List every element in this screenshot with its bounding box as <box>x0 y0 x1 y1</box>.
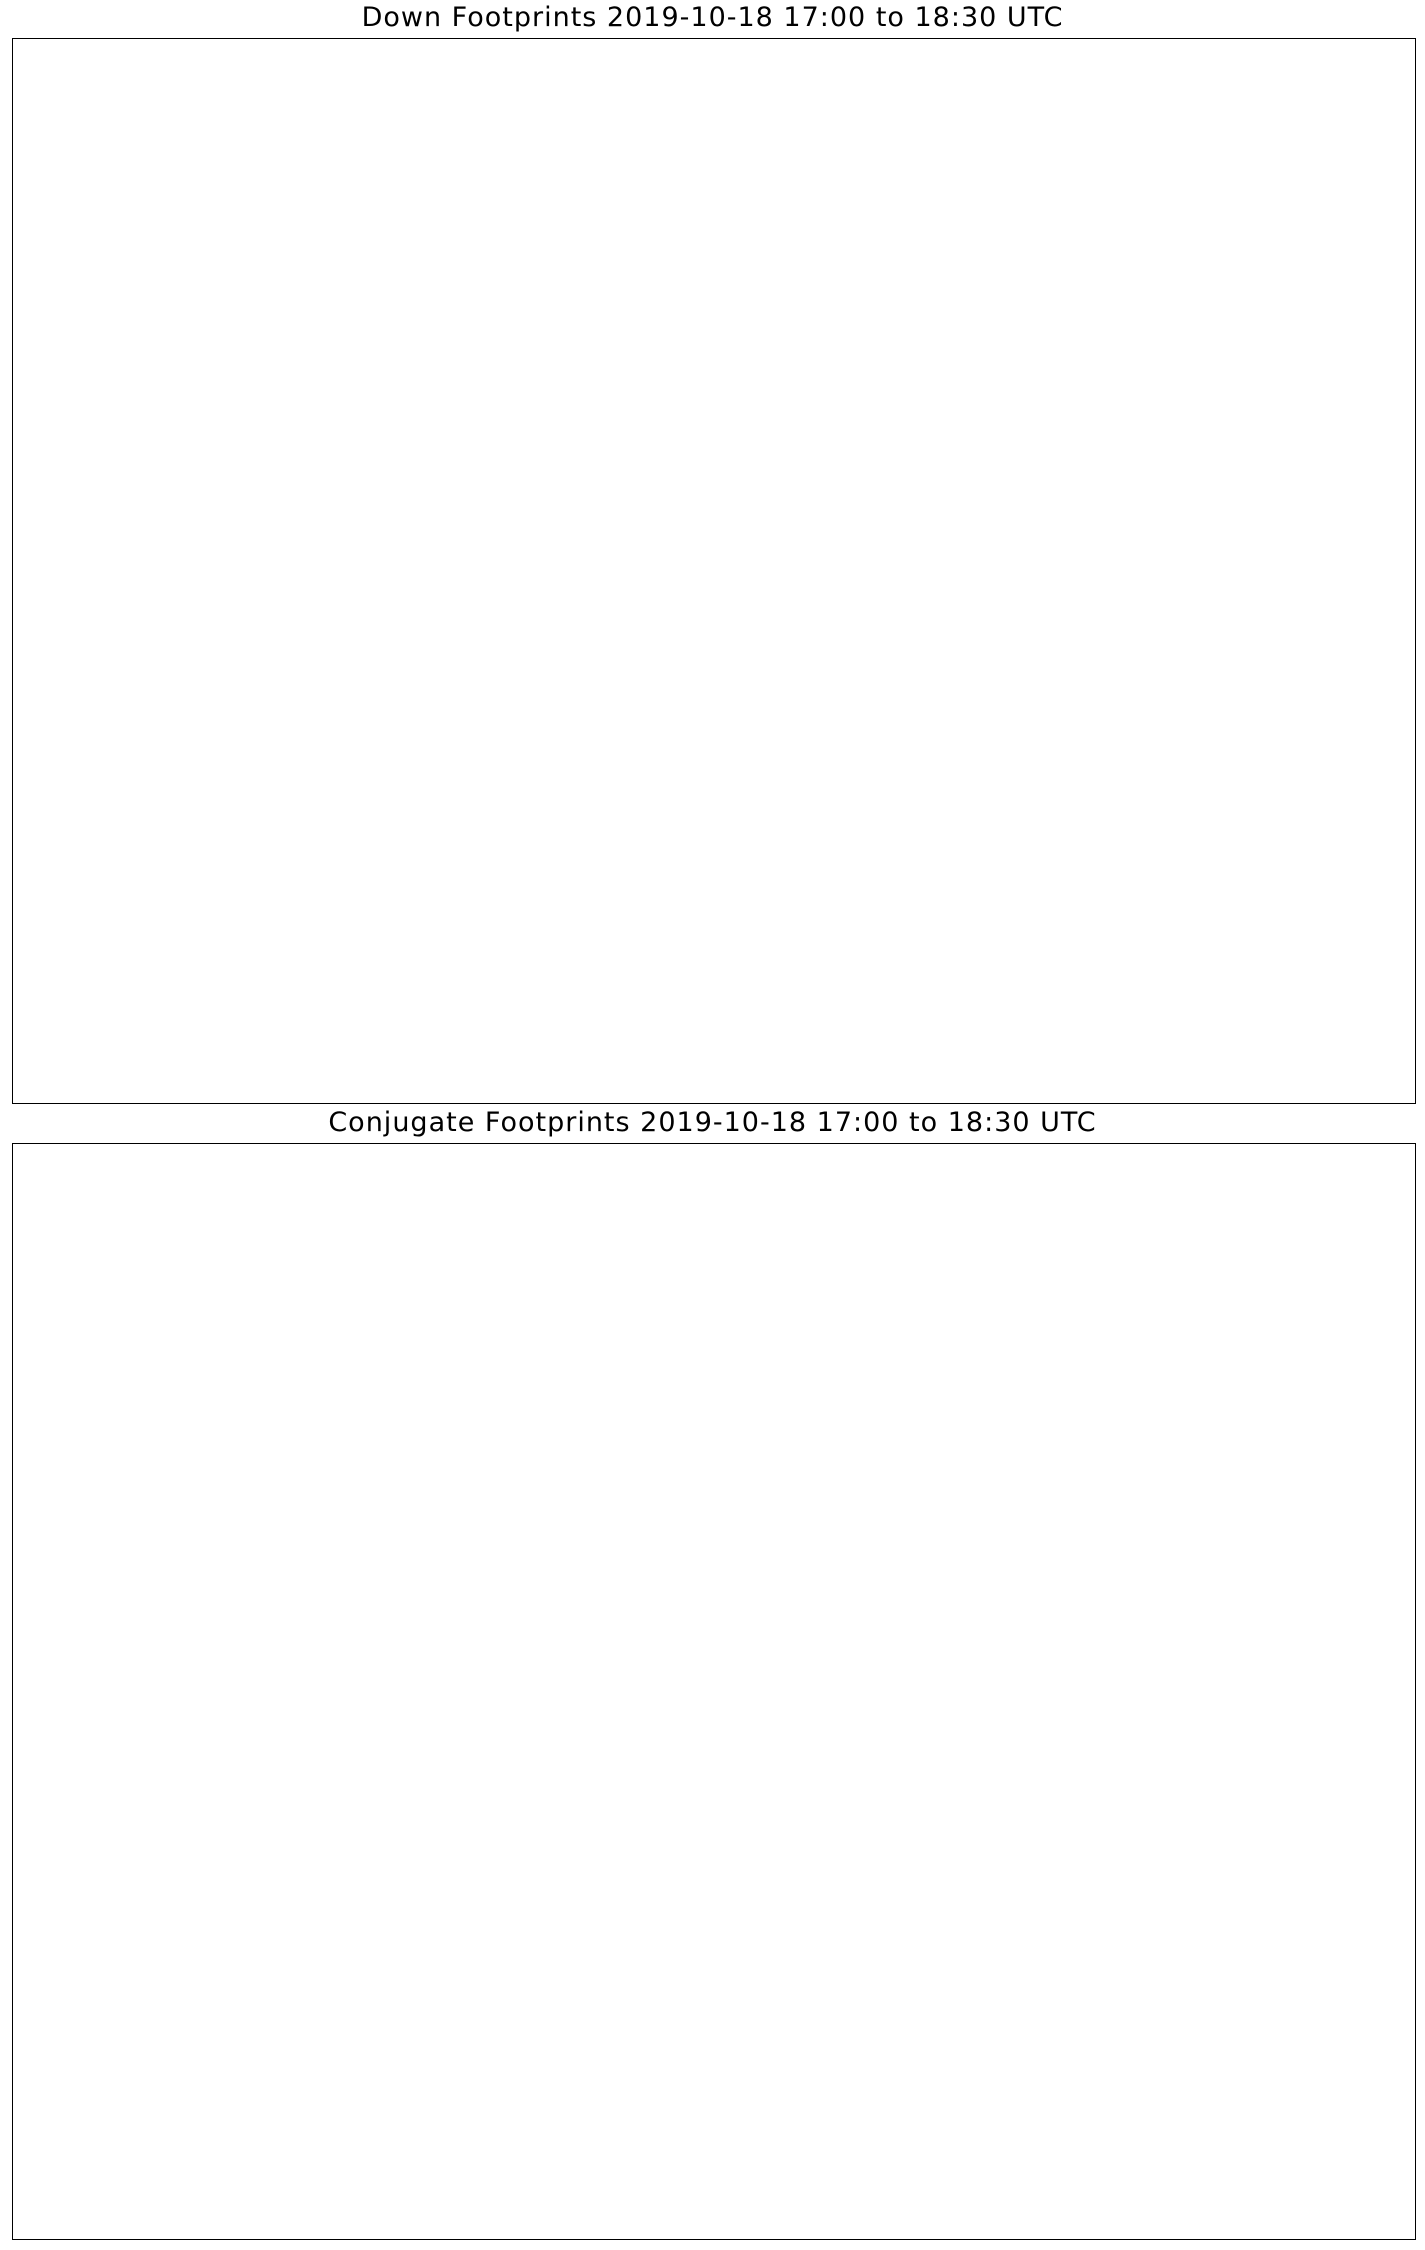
conjugate-map-svg <box>13 1144 1415 2239</box>
down-map-svg <box>13 39 1415 1103</box>
down-footprints-map <box>12 38 1416 1104</box>
down-panel-title: Down Footprints 2019-10-18 17:00 to 18:30 UTC <box>361 2 1064 33</box>
conjugate-panel-title: Conjugate Footprints 2019-10-18 17:00 to 18:30 UTC <box>328 1107 1097 1138</box>
conjugate-footprints-map <box>12 1143 1416 2240</box>
